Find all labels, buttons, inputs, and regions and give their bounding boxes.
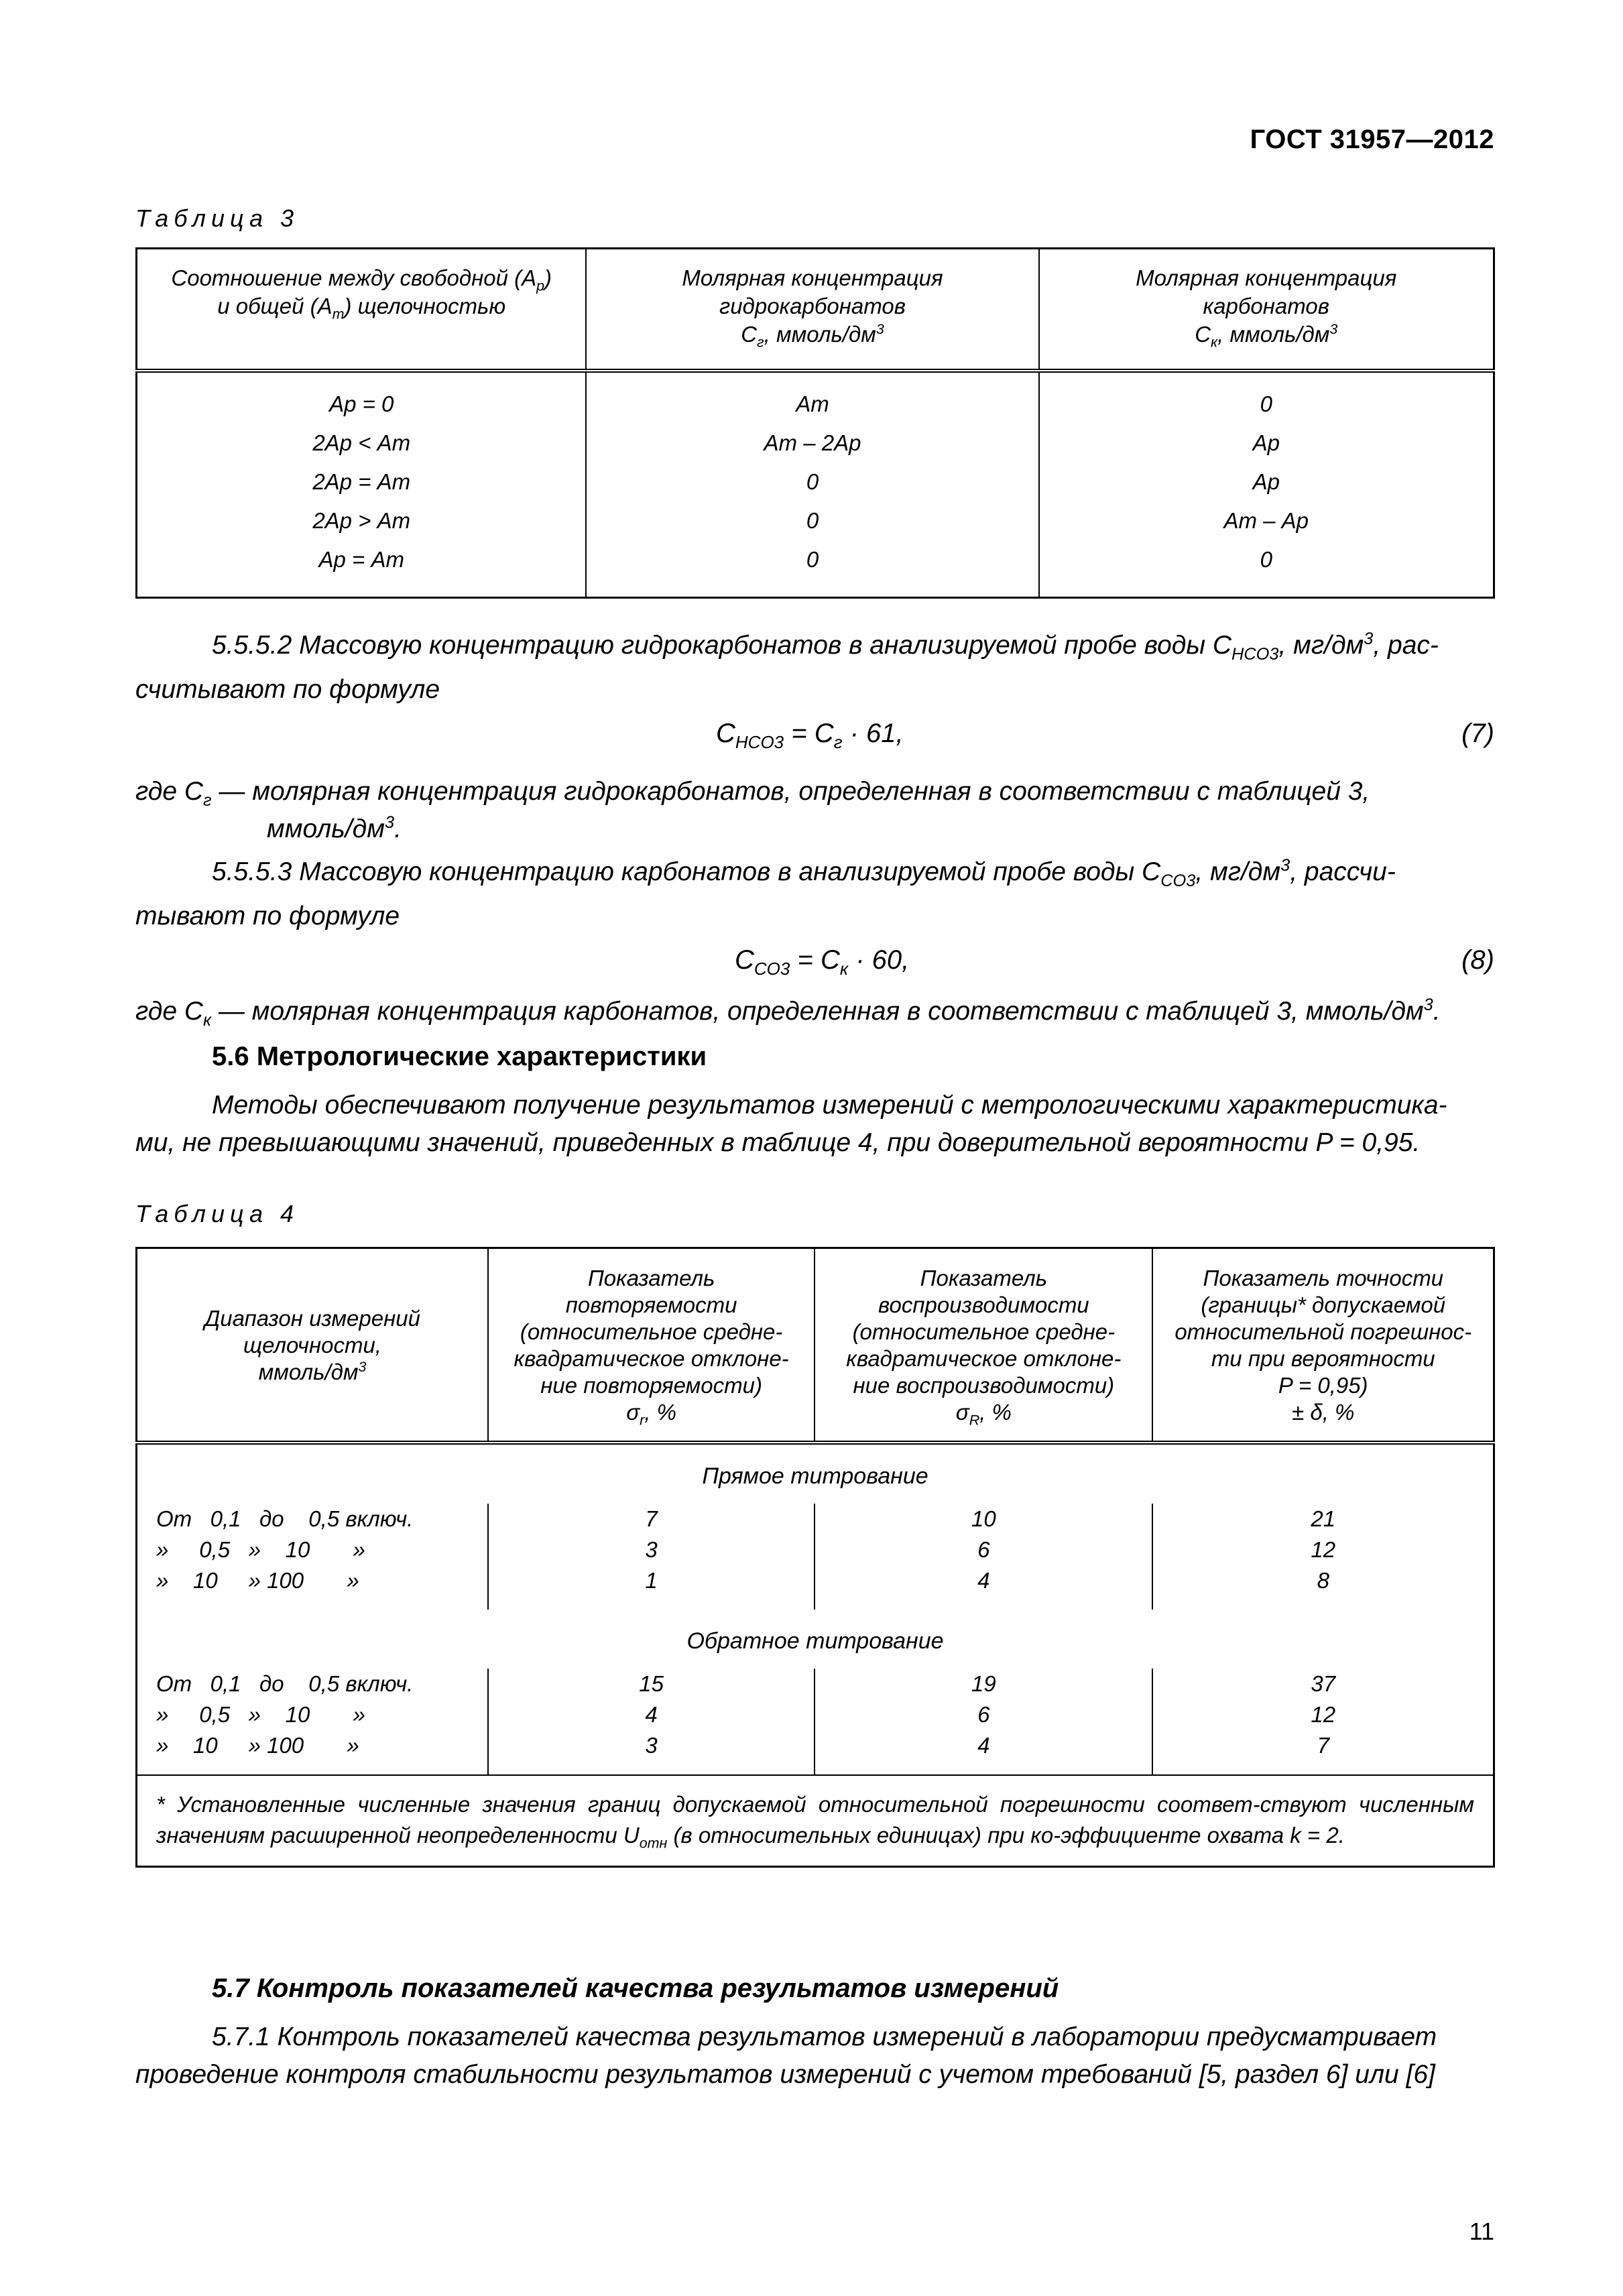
table-cell: 0 bbox=[1039, 540, 1494, 598]
table3-header-carbonate: Молярная концентрация карбонатов $C_к$, ммоль/$дм^3$ bbox=[1039, 249, 1494, 371]
table3-caption: Таблица 3 bbox=[135, 204, 300, 232]
table4-subheader-back: Обратное титрование bbox=[686, 1628, 944, 1654]
table4-subheader-direct: Прямое титрование bbox=[702, 1463, 928, 1489]
table-row bbox=[137, 540, 1494, 598]
table4-header-range: Диапазон измерений щелочности, ммоль/$дм^3$ bbox=[204, 1306, 420, 1384]
table4-header-row bbox=[137, 1248, 1494, 1443]
table-cell: 3 bbox=[488, 1730, 815, 1775]
where-8: где $C_к$ — молярная концентрация карбонатов, определенная в соответствии с таблицей 3, ммоль/$дм^3$. bbox=[135, 995, 1441, 1030]
section-56-title: 5.6 Метрологические характеристики bbox=[212, 1042, 707, 1071]
table-cell: 1 bbox=[488, 1565, 815, 1610]
table-cell: 2Aр > Aт bbox=[312, 508, 411, 533]
section-57-line1: 5.7.1 Контроль показателей качества результатов измерений в лаборатории предусматривает bbox=[212, 2022, 1437, 2051]
table-row bbox=[137, 463, 1494, 501]
formula-8: $C_{CO3} = C_к \cdot 60$, bbox=[735, 945, 910, 979]
table-cell: 37 bbox=[1152, 1669, 1494, 1699]
table-row bbox=[137, 1565, 1494, 1610]
table4-header-accuracy: Показатель точности (границы* допускаемой относительной погрешнос- ти при вероятности P = 0,95) ± δ, % bbox=[1152, 1248, 1494, 1443]
table-cell: 0 bbox=[1039, 371, 1494, 424]
section-57-title: 5.7 Контроль показателей качества результатов измерений bbox=[212, 1974, 1059, 2003]
table-cell: От 0,1 до 0,5 включ. bbox=[156, 1506, 414, 1531]
table3-header-hydrocarbonate: Молярная концентрация гидрокарбонатов $C_г$, ммоль/$дм^3$ bbox=[586, 249, 1038, 371]
table-cell: От 0,1 до 0,5 включ. bbox=[156, 1671, 414, 1696]
table-row bbox=[137, 1534, 1494, 1565]
table-cell: 0 bbox=[586, 463, 1038, 501]
table-cell: 3 bbox=[488, 1534, 815, 1565]
section-57-line2: проведение контроля стабильности результатов измерений с учетом требований [5, раздел 6] или [6] bbox=[135, 2060, 1435, 2089]
table-cell: » 10 » 100 » bbox=[156, 1568, 359, 1593]
table-cell: 12 bbox=[1152, 1699, 1494, 1730]
table4-caption: Таблица 4 bbox=[135, 1200, 300, 1227]
table-cell: 15 bbox=[488, 1669, 815, 1699]
table-cell: Aт – Aр bbox=[1039, 501, 1494, 540]
table-cell: 4 bbox=[488, 1699, 815, 1730]
table-cell: 6 bbox=[815, 1534, 1152, 1565]
table3 bbox=[135, 247, 1495, 599]
table4 bbox=[135, 1247, 1495, 1868]
table-cell: 10 bbox=[815, 1504, 1152, 1534]
table3-header-row bbox=[137, 249, 1494, 371]
table-cell: 8 bbox=[1152, 1565, 1494, 1610]
page-number: 11 bbox=[1469, 2218, 1494, 2245]
table-cell: 2Aр < Aт bbox=[312, 430, 411, 455]
table-row bbox=[137, 1669, 1494, 1699]
table-cell: 21 bbox=[1152, 1504, 1494, 1534]
table-cell: Aр = 0 bbox=[329, 391, 394, 416]
table-cell: » 0,5 » 10 » bbox=[156, 1702, 365, 1727]
table-cell: 2Aр = Aт bbox=[312, 469, 411, 494]
table-cell: 0 bbox=[586, 501, 1038, 540]
paragraph-5553-line1: 5.5.5.3 Массовую концентрацию карбонатов в анализируемой пробе воды $C_{CO3}$, $мг/дм^3$, рассчи- bbox=[212, 856, 1396, 890]
table-cell: 19 bbox=[815, 1669, 1152, 1699]
table-row bbox=[137, 1504, 1494, 1534]
formula-7: $C_{HCO3} = C_г \cdot 61$, bbox=[716, 719, 904, 752]
table4-footnote: * Установленные численные значения границ допускаемой относительной погрешности соответ-ствуют численным значениям расширенной неопределенности $U_{отн}$ (в относительных единицах) при ко-эффициенте охвата k = 2. bbox=[137, 1775, 1494, 1867]
where-7-line1: где $C_г$ — молярная концентрация гидрокарбонатов, определенная в соответствии с таблицей 3, bbox=[135, 777, 1370, 810]
table-cell: 4 bbox=[815, 1565, 1152, 1610]
table-cell: Aт – 2Aр bbox=[586, 424, 1038, 463]
table-cell: 0 bbox=[586, 540, 1038, 598]
paragraph-5552-line2: считывают по формуле bbox=[135, 675, 440, 704]
table-row bbox=[137, 501, 1494, 540]
table-cell: 7 bbox=[1152, 1730, 1494, 1775]
table-row bbox=[137, 371, 1494, 424]
table3-header-ratio: Соотношение между свободной $(A_р)$ и общей $(A_т)$ щелочностью bbox=[171, 265, 552, 322]
table-row bbox=[137, 1730, 1494, 1775]
table-cell: 6 bbox=[815, 1699, 1152, 1730]
table-cell: » 10 » 100 » bbox=[156, 1733, 359, 1758]
table4-header-reproducibility: Показатель воспроизводимости (относительное средне- квадратическое отклоне- ние воспроизводимости) $\sigma_R$, % bbox=[815, 1248, 1152, 1443]
table-cell: 4 bbox=[815, 1730, 1152, 1775]
formula-8-number: (8) bbox=[1461, 945, 1494, 975]
paragraph-5553-line2: тывают по формуле bbox=[135, 902, 400, 930]
table-cell: Aр bbox=[1039, 424, 1494, 463]
table-cell: Aт bbox=[586, 371, 1038, 424]
document-header-title: ГОСТ 31957—2012 bbox=[1250, 125, 1494, 154]
table-cell: Aр = Aт bbox=[318, 547, 404, 572]
formula-7-number: (7) bbox=[1461, 719, 1494, 748]
table-row bbox=[137, 424, 1494, 463]
section-56-line2: ми, не превышающими значений, приведенных в таблице 4, при доверительной вероятности P = 0,95. bbox=[135, 1128, 1421, 1157]
section-56-line1: Методы обеспечивают получение результатов измерений с метрологическими характеристика- bbox=[212, 1091, 1447, 1120]
table-cell: 7 bbox=[488, 1504, 815, 1534]
table4-header-repeatability: Показатель повторяемости (относительное средне- квадратическое отклоне- ние повторяемости) $\sigma_r$, % bbox=[488, 1248, 815, 1443]
table-cell: 12 bbox=[1152, 1534, 1494, 1565]
table-row bbox=[137, 1699, 1494, 1730]
where-7-line2: ммоль/$дм^3$. bbox=[267, 813, 402, 843]
table-cell: » 0,5 » 10 » bbox=[156, 1537, 365, 1562]
paragraph-5552-line1: 5.5.5.2 Массовую концентрацию гидрокарбонатов в анализируемой пробе воды $C_{HCO3}$, $мг/дм^3$, рас- bbox=[212, 629, 1439, 664]
table-cell: Aр bbox=[1039, 463, 1494, 501]
